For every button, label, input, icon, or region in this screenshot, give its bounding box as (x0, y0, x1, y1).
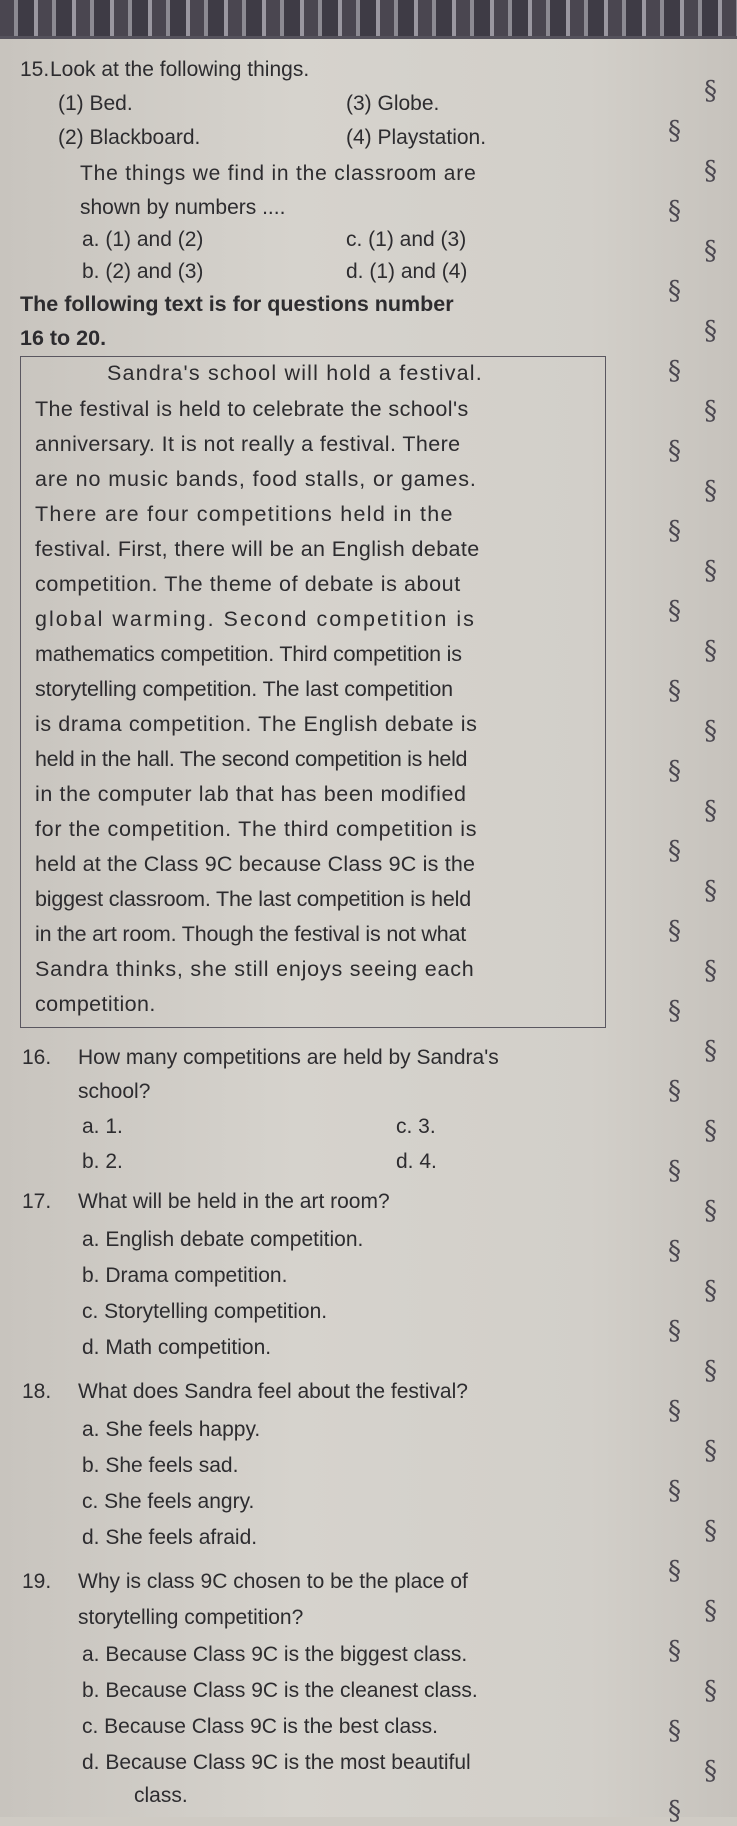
answer-option[interactable]: a. English debate competition. (82, 1228, 364, 1251)
decorative-scroll-icon: § (668, 356, 681, 386)
answer-option[interactable]: d. 4. (396, 1150, 437, 1173)
question-stem: Why is class 9C chosen to be the place of (78, 1570, 468, 1593)
decorative-scroll-icon: § (704, 1356, 717, 1386)
question-number: 19. (22, 1570, 52, 1593)
answer-option[interactable]: b. She feels sad. (82, 1454, 239, 1477)
decorative-scroll-icon: § (704, 1036, 717, 1066)
answer-option[interactable]: c. Because Class 9C is the best class. (82, 1715, 438, 1738)
listed-item: (2) Blackboard. (58, 126, 201, 149)
answer-option[interactable]: c. Storytelling competition. (82, 1300, 328, 1323)
decorative-scroll-icon: § (704, 476, 717, 506)
answer-option[interactable]: b. Because Class 9C is the cleanest class. (82, 1679, 478, 1702)
answer-option[interactable]: c. She feels angry. (82, 1490, 255, 1513)
decorative-scroll-icon: § (668, 1076, 681, 1106)
decorative-scroll-icon: § (704, 396, 717, 426)
passage-line: biggest classroom. The last competition is held (35, 887, 471, 911)
decorative-scroll-icon: § (668, 1316, 681, 1346)
decorative-scroll-icon: § (704, 1116, 717, 1146)
passage-line: There are four competitions held in the (35, 502, 454, 526)
decorative-scroll-icon: § (704, 156, 717, 186)
passage-line: are no music bands, food stalls, or games. (35, 467, 477, 491)
decorative-scroll-icon: § (704, 1436, 717, 1466)
passage-line: is drama competition. The English debate is (35, 712, 478, 736)
decorative-scroll-icon: § (704, 1676, 717, 1706)
question-stem: Look at the following things. (50, 58, 310, 81)
decorative-scroll-icon: § (668, 1476, 681, 1506)
decorative-scroll-icon: § (668, 276, 681, 306)
passage-line: in the computer lab that has been modified (35, 782, 467, 806)
decorative-scroll-icon: § (668, 996, 681, 1026)
passage-line: in the art room. Though the festival is not what (35, 922, 466, 946)
decorative-scroll-icon: § (704, 716, 717, 746)
passage-line: competition. (35, 992, 156, 1016)
decorative-scroll-icon: § (704, 1276, 717, 1306)
answer-option[interactable]: c. 3. (396, 1115, 436, 1138)
passage-line: held in the hall. The second competition is held (35, 747, 468, 771)
listed-item: (3) Globe. (346, 92, 440, 115)
decorative-scroll-icon: § (668, 676, 681, 706)
listed-item: (4) Playstation. (346, 126, 487, 149)
answer-option[interactable]: a. 1. (82, 1115, 123, 1138)
decorative-scroll-icon: § (668, 1556, 681, 1586)
passage-line: Sandra thinks, she still enjoys seeing each (35, 957, 475, 981)
answer-option-continuation: class. (134, 1784, 188, 1807)
reading-passage-box (20, 356, 606, 1028)
decorative-scroll-icon: § (704, 956, 717, 986)
decorative-right-border (629, 36, 737, 1826)
instruction-text: The following text is for questions number (20, 292, 454, 316)
decorative-scroll-icon: § (704, 876, 717, 906)
decorative-scroll-icon: § (668, 1716, 681, 1746)
listed-item: (1) Bed. (58, 92, 133, 115)
answer-option[interactable]: d. Math competition. (82, 1336, 272, 1359)
question-prompt: shown by numbers .... (80, 196, 286, 219)
answer-option[interactable]: b. (2) and (3) (82, 260, 204, 283)
answer-option[interactable]: d. Because Class 9C is the most beautiful (82, 1751, 471, 1774)
decorative-top-border (0, 0, 737, 39)
passage-line: The festival is held to celebrate the school's (35, 397, 469, 421)
question-stem: What will be held in the art room? (78, 1190, 390, 1213)
decorative-scroll-icon: § (668, 836, 681, 866)
decorative-scroll-icon: § (704, 1756, 717, 1786)
question-stem: storytelling competition? (78, 1606, 304, 1629)
decorative-scroll-icon: § (668, 516, 681, 546)
decorative-scroll-icon: § (668, 916, 681, 946)
decorative-scroll-icon: § (668, 1396, 681, 1426)
decorative-scroll-icon: § (704, 316, 717, 346)
decorative-scroll-icon: § (704, 76, 717, 106)
decorative-scroll-icon: § (668, 1796, 681, 1826)
passage-line: for the competition. The third competition is (35, 817, 478, 841)
decorative-scroll-icon: § (668, 1156, 681, 1186)
answer-option[interactable]: a. She feels happy. (82, 1418, 261, 1441)
passage-line: mathematics competition. Third competition is (35, 642, 462, 666)
passage-line: global warming. Second competition is (35, 607, 476, 631)
answer-option[interactable]: a. (1) and (2) (82, 228, 204, 251)
question-number: 18. (22, 1380, 52, 1403)
decorative-scroll-icon: § (668, 1636, 681, 1666)
question-prompt: The things we find in the classroom are (80, 162, 477, 185)
decorative-scroll-icon: § (704, 1516, 717, 1546)
decorative-scroll-icon: § (668, 756, 681, 786)
decorative-scroll-icon: § (668, 116, 681, 146)
decorative-scroll-icon: § (704, 1596, 717, 1626)
answer-option[interactable]: c. (1) and (3) (346, 228, 467, 251)
passage-line: storytelling competition. The last competition (35, 677, 454, 701)
passage-line: festival. First, there will be an English debate (35, 537, 480, 561)
decorative-scroll-icon: § (668, 1236, 681, 1266)
answer-option[interactable]: d. She feels afraid. (82, 1526, 258, 1549)
decorative-scroll-icon: § (668, 596, 681, 626)
question-number: 15. (20, 58, 50, 81)
instruction-text: 16 to 20. (20, 326, 107, 350)
answer-option[interactable]: d. (1) and (4) (346, 260, 468, 283)
question-stem: How many competitions are held by Sandra's (78, 1046, 499, 1069)
decorative-scroll-icon: § (704, 636, 717, 666)
passage-line: competition. The theme of debate is about (35, 572, 461, 596)
decorative-scroll-icon: § (704, 796, 717, 826)
question-number: 16. (22, 1046, 52, 1069)
question-number: 17. (22, 1190, 52, 1213)
answer-option[interactable]: a. Because Class 9C is the biggest class. (82, 1643, 468, 1666)
decorative-scroll-icon: § (704, 556, 717, 586)
decorative-scroll-icon: § (704, 236, 717, 266)
passage-line: held at the Class 9C because Class 9C is the (35, 852, 476, 876)
question-stem: What does Sandra feel about the festival? (78, 1380, 468, 1403)
decorative-scroll-icon: § (668, 436, 681, 466)
decorative-scroll-icon: § (704, 1196, 717, 1226)
passage-line: anniversary. It is not really a festival. There (35, 432, 461, 456)
passage-line: Sandra's school will hold a festival. (107, 361, 483, 385)
answer-option[interactable]: b. Drama competition. (82, 1264, 288, 1287)
decorative-scroll-icon: § (668, 196, 681, 226)
answer-option[interactable]: b. 2. (82, 1150, 123, 1173)
question-stem: school? (78, 1080, 151, 1103)
